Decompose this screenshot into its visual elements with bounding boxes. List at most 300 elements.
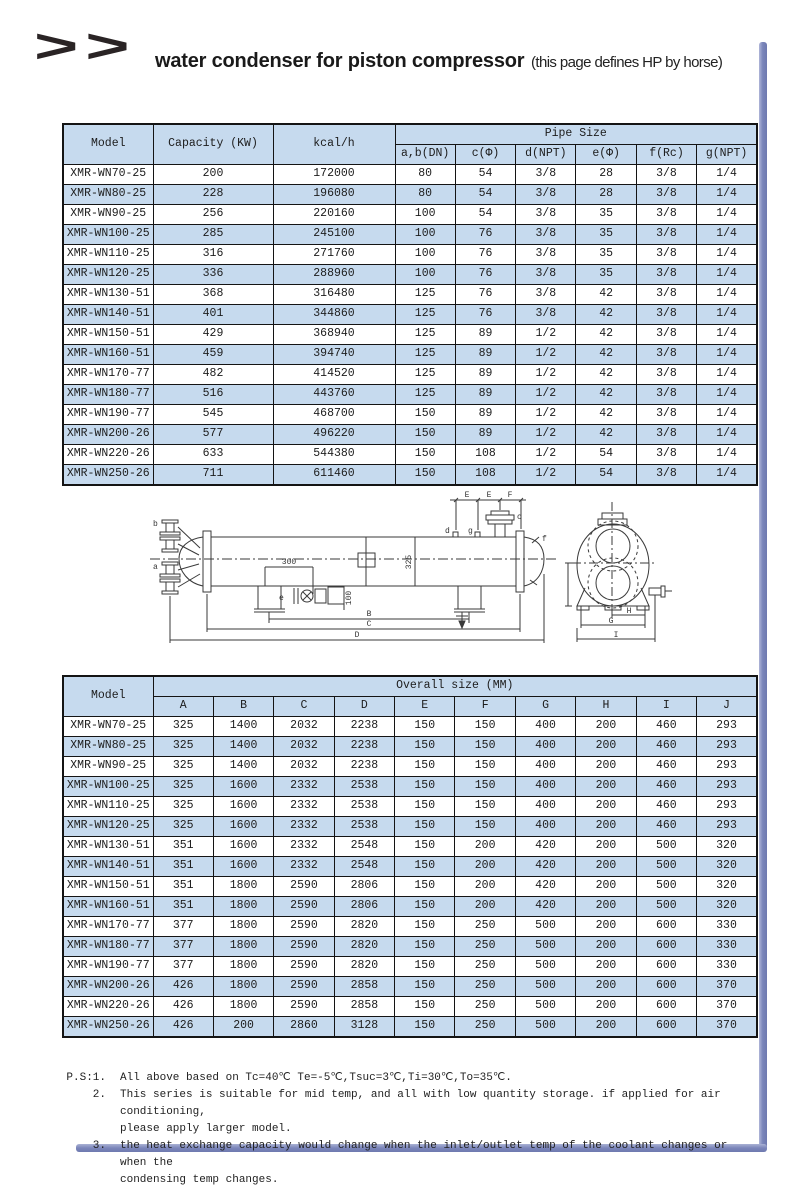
page-subtitle: (this page defines HP by horse) xyxy=(531,54,723,71)
value-cell: 1800 xyxy=(213,917,273,937)
dim-label-G: G xyxy=(608,617,614,626)
value-cell: 320 xyxy=(697,897,757,917)
dim-label-B: B xyxy=(366,610,372,619)
value-cell: 1/4 xyxy=(697,205,757,225)
capacity-header: Capacity (KW) xyxy=(153,124,273,165)
value-cell: 1600 xyxy=(213,797,273,817)
value-cell: 100 xyxy=(395,245,455,265)
value-cell: 325 xyxy=(153,717,213,737)
note-text: All above based on Tc=40℃ Te=-5℃,Tsuc=3℃,Ti=30℃,To=35℃. xyxy=(120,1072,512,1084)
value-cell: 1400 xyxy=(213,757,273,777)
note-text xyxy=(106,1087,760,1138)
value-cell: 3/8 xyxy=(636,185,696,205)
model-cell: XMR-WN220-26 xyxy=(63,445,153,465)
dim-label-H: H xyxy=(626,607,632,616)
value-cell: 3/8 xyxy=(516,245,576,265)
value-cell: 293 xyxy=(697,817,757,837)
value-cell: 325 xyxy=(153,817,213,837)
value-cell: 76 xyxy=(455,265,515,285)
value-cell: 2332 xyxy=(274,857,334,877)
note-label: P.S:1. xyxy=(66,1072,106,1084)
value-cell: 460 xyxy=(636,737,696,757)
value-cell: 2032 xyxy=(274,737,334,757)
model-cell: XMR-WN110-25 xyxy=(63,245,153,265)
value-cell: 200 xyxy=(455,837,515,857)
value-cell: 420 xyxy=(515,877,575,897)
value-cell: 150 xyxy=(395,937,455,957)
value-cell: 500 xyxy=(636,877,696,897)
value-cell: 42 xyxy=(576,385,636,405)
note-line: the heat exchange capacity would change when the inlet/outlet temp of the coolant changes or when the xyxy=(120,1140,728,1169)
model-cell: XMR-WN110-25 xyxy=(63,797,153,817)
value-cell: 108 xyxy=(455,445,515,465)
value-cell: 54 xyxy=(455,185,515,205)
note-label: 2. xyxy=(92,1089,106,1101)
model-cell: XMR-WN140-51 xyxy=(63,857,153,877)
table-row xyxy=(63,957,757,977)
value-cell: 316480 xyxy=(273,285,395,305)
value-cell: 2806 xyxy=(334,897,394,917)
value-cell: 54 xyxy=(576,445,636,465)
value-cell: 285 xyxy=(153,225,273,245)
value-cell: 200 xyxy=(576,897,636,917)
value-cell: 3/8 xyxy=(516,165,576,185)
value-cell: 320 xyxy=(697,857,757,877)
dim-label-325: 325 xyxy=(405,554,414,570)
value-cell: 2332 xyxy=(274,817,334,837)
table-row xyxy=(63,797,757,817)
column-header: f(Rc) xyxy=(636,145,696,165)
value-cell: 368940 xyxy=(273,325,395,345)
model-cell: XMR-WN150-51 xyxy=(63,325,153,345)
value-cell: 150 xyxy=(395,877,455,897)
value-cell: 377 xyxy=(153,957,213,977)
value-cell: 2806 xyxy=(334,877,394,897)
value-cell: 1/4 xyxy=(697,305,757,325)
table-row xyxy=(63,1017,757,1038)
value-cell: 250 xyxy=(455,1017,515,1038)
value-cell: 42 xyxy=(576,365,636,385)
value-cell: 150 xyxy=(395,777,455,797)
value-cell: 460 xyxy=(636,717,696,737)
value-cell: 200 xyxy=(213,1017,273,1038)
value-cell: 325 xyxy=(153,797,213,817)
value-cell: 125 xyxy=(395,385,455,405)
value-cell: 228 xyxy=(153,185,273,205)
model-cell: XMR-WN180-77 xyxy=(63,385,153,405)
value-cell: 500 xyxy=(515,917,575,937)
value-cell: 35 xyxy=(576,205,636,225)
label-nozzle-b: b xyxy=(153,520,158,529)
overall-size-group-header: Overall size (MM) xyxy=(153,676,757,697)
column-header: B xyxy=(213,697,273,717)
value-cell: 89 xyxy=(455,325,515,345)
dim-label-C: C xyxy=(366,620,372,629)
value-cell: 1/2 xyxy=(516,365,576,385)
value-cell: 89 xyxy=(455,425,515,445)
value-cell: 2238 xyxy=(334,737,394,757)
table-row xyxy=(63,385,757,405)
value-cell: 3/8 xyxy=(516,185,576,205)
saddle-right xyxy=(454,586,485,612)
value-cell: 1600 xyxy=(213,817,273,837)
value-cell: 200 xyxy=(576,957,636,977)
value-cell: 336 xyxy=(153,265,273,285)
value-cell: 611460 xyxy=(273,465,395,486)
value-cell: 200 xyxy=(576,977,636,997)
value-cell: 1400 xyxy=(213,717,273,737)
dim-label-e2: E xyxy=(486,491,492,500)
value-cell: 150 xyxy=(395,757,455,777)
value-cell: 1/4 xyxy=(697,285,757,305)
value-cell: 3/8 xyxy=(636,285,696,305)
value-cell: 351 xyxy=(153,877,213,897)
dim-label-I: I xyxy=(613,631,619,640)
value-cell: 443760 xyxy=(273,385,395,405)
table-row xyxy=(63,405,757,425)
value-cell: 200 xyxy=(576,937,636,957)
table-row xyxy=(63,445,757,465)
value-cell: 3/8 xyxy=(636,305,696,325)
column-header: A xyxy=(153,697,213,717)
notes xyxy=(60,1070,760,1189)
model-cell: XMR-WN180-77 xyxy=(63,937,153,957)
value-cell: 1/4 xyxy=(697,465,757,486)
value-cell: 2590 xyxy=(274,997,334,1017)
value-cell: 426 xyxy=(153,977,213,997)
value-cell: 42 xyxy=(576,285,636,305)
value-cell: 200 xyxy=(576,877,636,897)
note-line: condensing temp changes. xyxy=(120,1174,279,1186)
note-line: please apply larger model. xyxy=(120,1123,292,1135)
value-cell: 150 xyxy=(395,737,455,757)
value-cell: 1/4 xyxy=(697,445,757,465)
model-cell: XMR-WN100-25 xyxy=(63,777,153,797)
value-cell: 377 xyxy=(153,937,213,957)
model-cell: XMR-WN70-25 xyxy=(63,165,153,185)
value-cell: 125 xyxy=(395,305,455,325)
model-cell: XMR-WN100-25 xyxy=(63,225,153,245)
value-cell: 377 xyxy=(153,917,213,937)
model-header: Model xyxy=(63,676,153,717)
value-cell: 200 xyxy=(576,737,636,757)
chevron-logo-icon: >> xyxy=(34,18,137,72)
column-header: I xyxy=(636,697,696,717)
value-cell: 351 xyxy=(153,837,213,857)
value-cell: 1/4 xyxy=(697,365,757,385)
table-row xyxy=(63,325,757,345)
value-cell: 330 xyxy=(697,937,757,957)
value-cell: 293 xyxy=(697,797,757,817)
value-cell: 1800 xyxy=(213,877,273,897)
value-cell: 1/4 xyxy=(697,225,757,245)
value-cell: 293 xyxy=(697,717,757,737)
model-cell: XMR-WN130-51 xyxy=(63,285,153,305)
value-cell: 200 xyxy=(576,717,636,737)
value-cell: 100 xyxy=(395,265,455,285)
value-cell: 293 xyxy=(697,777,757,797)
value-cell: 125 xyxy=(395,285,455,305)
column-header: a,b(DN) xyxy=(395,145,455,165)
value-cell: 370 xyxy=(697,977,757,997)
value-cell: 401 xyxy=(153,305,273,325)
value-cell: 516 xyxy=(153,385,273,405)
model-cell: XMR-WN90-25 xyxy=(63,205,153,225)
value-cell: 3/8 xyxy=(636,225,696,245)
value-cell: 150 xyxy=(395,897,455,917)
value-cell: 196080 xyxy=(273,185,395,205)
value-cell: 293 xyxy=(697,757,757,777)
value-cell: 1/2 xyxy=(516,465,576,486)
value-cell: 500 xyxy=(515,997,575,1017)
value-cell: 250 xyxy=(455,977,515,997)
table-row xyxy=(63,185,757,205)
value-cell: 414520 xyxy=(273,365,395,385)
pipe-size-group-header: Pipe Size xyxy=(395,124,757,145)
value-cell: 426 xyxy=(153,1017,213,1038)
model-cell: XMR-WN130-51 xyxy=(63,837,153,857)
value-cell: 35 xyxy=(576,245,636,265)
model-cell: XMR-WN200-26 xyxy=(63,425,153,445)
column-header: d(NPT) xyxy=(516,145,576,165)
value-cell: 2332 xyxy=(274,777,334,797)
value-cell: 400 xyxy=(515,737,575,757)
note-item xyxy=(60,1087,760,1138)
value-cell: 544380 xyxy=(273,445,395,465)
value-cell: 1/2 xyxy=(516,385,576,405)
value-cell: 500 xyxy=(515,937,575,957)
dim-label-100: 100 xyxy=(345,590,354,606)
value-cell: 3/8 xyxy=(516,225,576,245)
table-row xyxy=(63,897,757,917)
value-cell: 1800 xyxy=(213,937,273,957)
value-cell: 3/8 xyxy=(516,265,576,285)
value-cell: 468700 xyxy=(273,405,395,425)
value-cell: 400 xyxy=(515,797,575,817)
table-row xyxy=(63,917,757,937)
label-nozzle-a: a xyxy=(153,563,158,572)
value-cell: 2590 xyxy=(274,977,334,997)
value-cell: 150 xyxy=(455,777,515,797)
value-cell: 250 xyxy=(455,957,515,977)
value-cell: 3/8 xyxy=(636,165,696,185)
value-cell: 2538 xyxy=(334,797,394,817)
value-cell: 500 xyxy=(636,837,696,857)
value-cell: 35 xyxy=(576,265,636,285)
table-row xyxy=(63,205,757,225)
value-cell: 200 xyxy=(576,1017,636,1038)
model-cell: XMR-WN70-25 xyxy=(63,717,153,737)
value-cell: 150 xyxy=(455,797,515,817)
value-cell: 1600 xyxy=(213,837,273,857)
value-cell: 459 xyxy=(153,345,273,365)
value-cell: 150 xyxy=(395,1017,455,1038)
table-row xyxy=(63,817,757,837)
model-cell: XMR-WN120-25 xyxy=(63,817,153,837)
dim-label-f: F xyxy=(507,491,513,500)
table-row xyxy=(63,225,757,245)
value-cell: 370 xyxy=(697,997,757,1017)
value-cell: 711 xyxy=(153,465,273,486)
model-cell: XMR-WN170-77 xyxy=(63,917,153,937)
value-cell: 125 xyxy=(395,345,455,365)
dim-label-300: 300 xyxy=(281,558,297,567)
value-cell: 100 xyxy=(395,205,455,225)
column-header: J xyxy=(697,697,757,717)
value-cell: 330 xyxy=(697,957,757,977)
value-cell: 600 xyxy=(636,997,696,1017)
value-cell: 1/4 xyxy=(697,185,757,205)
value-cell: 420 xyxy=(515,897,575,917)
table-row xyxy=(63,245,757,265)
value-cell: 256 xyxy=(153,205,273,225)
value-cell: 370 xyxy=(697,1017,757,1038)
table-row xyxy=(63,717,757,737)
value-cell: 600 xyxy=(636,1017,696,1038)
value-cell: 3/8 xyxy=(636,325,696,345)
value-cell: 35 xyxy=(576,225,636,245)
nozzle-g xyxy=(475,532,480,537)
value-cell: 1/2 xyxy=(516,325,576,345)
value-cell: 1600 xyxy=(213,777,273,797)
note-label: 3. xyxy=(92,1140,106,1152)
table-row xyxy=(63,737,757,757)
value-cell: 400 xyxy=(515,757,575,777)
value-cell: 150 xyxy=(395,857,455,877)
value-cell: 1600 xyxy=(213,857,273,877)
value-cell: 2238 xyxy=(334,717,394,737)
value-cell: 76 xyxy=(455,225,515,245)
value-cell: 2590 xyxy=(274,897,334,917)
table-row xyxy=(63,165,757,185)
kcal-header: kcal/h xyxy=(273,124,395,165)
value-cell: 200 xyxy=(576,837,636,857)
table-row xyxy=(63,305,757,325)
value-cell: 2860 xyxy=(274,1017,334,1038)
table-row xyxy=(63,837,757,857)
value-cell: 125 xyxy=(395,365,455,385)
value-cell: 500 xyxy=(515,1017,575,1038)
value-cell: 400 xyxy=(515,817,575,837)
value-cell: 496220 xyxy=(273,425,395,445)
value-cell: 28 xyxy=(576,165,636,185)
value-cell: 150 xyxy=(395,957,455,977)
value-cell: 150 xyxy=(395,465,455,486)
value-cell: 288960 xyxy=(273,265,395,285)
value-cell: 89 xyxy=(455,345,515,365)
value-cell: 250 xyxy=(455,997,515,1017)
label-nozzle-d: d xyxy=(445,527,450,536)
value-cell: 3128 xyxy=(334,1017,394,1038)
value-cell: 482 xyxy=(153,365,273,385)
value-cell: 3/8 xyxy=(516,205,576,225)
left-nozzle-b xyxy=(160,520,200,555)
value-cell: 1/4 xyxy=(697,325,757,345)
value-cell: 76 xyxy=(455,305,515,325)
value-cell: 500 xyxy=(636,857,696,877)
value-cell: 42 xyxy=(576,305,636,325)
value-cell: 1/4 xyxy=(697,245,757,265)
table-row xyxy=(63,937,757,957)
value-cell: 2858 xyxy=(334,977,394,997)
label-nozzle-c: c xyxy=(517,513,522,522)
value-cell: 42 xyxy=(576,345,636,365)
value-cell: 344860 xyxy=(273,305,395,325)
value-cell: 2820 xyxy=(334,937,394,957)
column-header: E xyxy=(395,697,455,717)
value-cell: 368 xyxy=(153,285,273,305)
value-cell: 400 xyxy=(515,777,575,797)
model-cell: XMR-WN160-51 xyxy=(63,345,153,365)
model-cell: XMR-WN160-51 xyxy=(63,897,153,917)
value-cell: 429 xyxy=(153,325,273,345)
table-row xyxy=(63,757,757,777)
value-cell: 2032 xyxy=(274,757,334,777)
value-cell: 54 xyxy=(455,205,515,225)
value-cell: 2032 xyxy=(274,717,334,737)
model-cell: XMR-WN190-77 xyxy=(63,957,153,977)
value-cell: 460 xyxy=(636,777,696,797)
label-nozzle-e: e xyxy=(279,594,284,603)
note-item xyxy=(60,1070,760,1087)
column-header: c(Φ) xyxy=(455,145,515,165)
value-cell: 460 xyxy=(636,757,696,777)
value-cell: 600 xyxy=(636,957,696,977)
value-cell: 150 xyxy=(455,717,515,737)
value-cell: 460 xyxy=(636,797,696,817)
value-cell: 293 xyxy=(697,737,757,757)
value-cell: 200 xyxy=(576,757,636,777)
value-cell: 150 xyxy=(455,817,515,837)
dim-label-e1: E xyxy=(464,491,470,500)
dim-label-D: D xyxy=(354,631,360,640)
value-cell: 1/2 xyxy=(516,345,576,365)
value-cell: 3/8 xyxy=(516,305,576,325)
model-cell: XMR-WN170-77 xyxy=(63,365,153,385)
value-cell: 545 xyxy=(153,405,273,425)
table-row xyxy=(63,365,757,385)
model-header: Model xyxy=(63,124,153,165)
value-cell: 2590 xyxy=(274,877,334,897)
value-cell: 2590 xyxy=(274,957,334,977)
model-cell: XMR-WN150-51 xyxy=(63,877,153,897)
value-cell: 1800 xyxy=(213,997,273,1017)
table-row xyxy=(63,857,757,877)
value-cell: 150 xyxy=(395,445,455,465)
value-cell: 150 xyxy=(395,425,455,445)
value-cell: 325 xyxy=(153,757,213,777)
value-cell: 271760 xyxy=(273,245,395,265)
value-cell: 250 xyxy=(455,937,515,957)
value-cell: 89 xyxy=(455,405,515,425)
value-cell: 325 xyxy=(153,737,213,757)
value-cell: 150 xyxy=(455,757,515,777)
model-cell: XMR-WN250-26 xyxy=(63,465,153,486)
value-cell: 2590 xyxy=(274,917,334,937)
value-cell: 200 xyxy=(576,857,636,877)
value-cell: 42 xyxy=(576,325,636,345)
value-cell: 150 xyxy=(395,797,455,817)
value-cell: 3/8 xyxy=(636,245,696,265)
model-cell: XMR-WN80-25 xyxy=(63,185,153,205)
value-cell: 150 xyxy=(395,977,455,997)
value-cell: 3/8 xyxy=(636,345,696,365)
note-item xyxy=(60,1138,760,1189)
value-cell: 80 xyxy=(395,185,455,205)
column-header: H xyxy=(576,697,636,717)
value-cell: 28 xyxy=(576,185,636,205)
column-header: C xyxy=(274,697,334,717)
